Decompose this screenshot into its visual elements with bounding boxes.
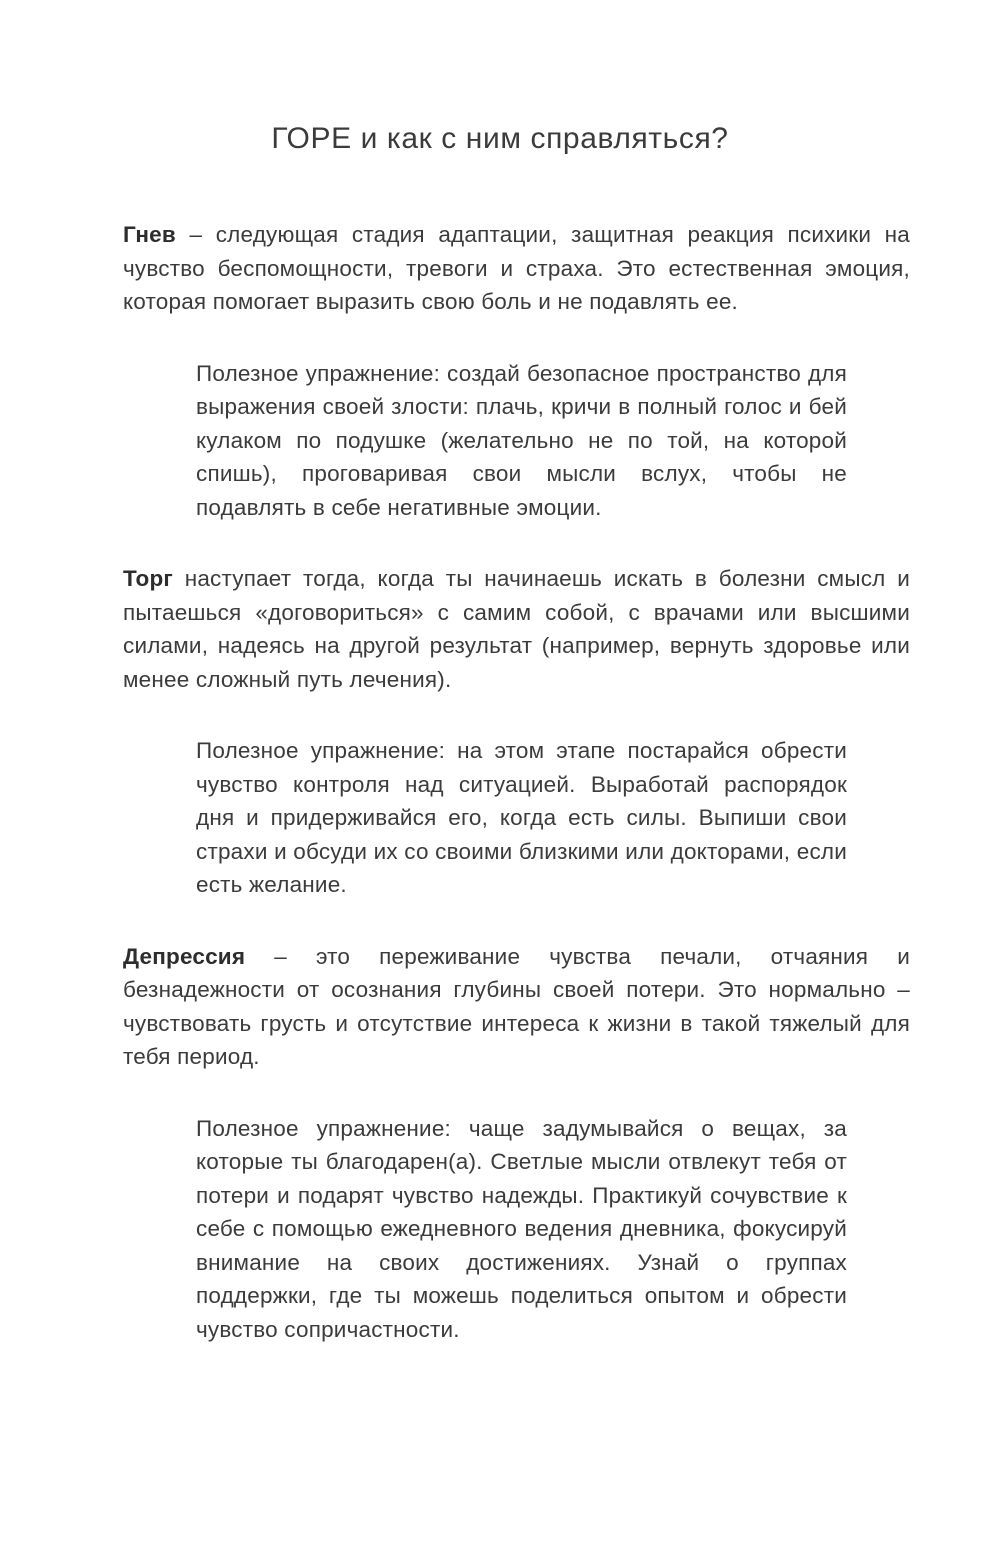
paragraph-bargaining [123,562,910,696]
lead-word-bargaining: Торг [123,566,173,591]
section-depression [123,940,910,1347]
lead-word-depression: Депрессия [123,943,246,969]
page-title: ГОРЕ и как с ним справляться? [271,122,729,155]
exercise-depression: Полезное упражнение: чаще задумывайся о вещах, за которые ты благодарен(а). Светлые мысли отвлекут тебя от потери и подарят чувство надежды. Практикуй сочувствие к себе с помощью ежедневного ведения дневника, фокусируй внимание на своих достижениях. Узнай о группах поддержки, где ты можешь поделиться опытом и обрести чувство сопричастности. [196,1115,847,1342]
section-anger [123,218,910,524]
section-bargaining [123,562,910,902]
paragraph-depression-text: – это переживание чувства печали, отчаяния и безнадежности от осознания глубины своей потери. Это нормально – чувствовать грусть и отсутствие интереса к жизни в такой тяжелый для тебя период. [123,943,910,1069]
page-content [123,218,910,1346]
exercise-bargaining: Полезное упражнение: на этом этапе постарайся обрести чувство контроля над ситуацией. Выработай распорядок дня и придерживайся его, когда есть силы. Выпиши свои страхи и обсуди их со своими близкими или докторами, если есть желание. [196,738,847,897]
exercise-anger: Полезное упражнение: создай безопасное пространство для выражения своей злости: плачь, кричи в полный голос и бей кулаком по подушке (желательно не по той, на которой спишь), проговаривая свои мысли вслух, чтобы не подавлять в себе негативные эмоции. [196,360,847,520]
paragraph-anger [123,218,910,319]
paragraph-depression [123,940,910,1074]
paragraph-anger-text: – следующая стадия адаптации, защитная реакция психики на чувство беспомощности, тревоги и страха. Это естественная эмоция, которая помогает выразить свою боль и не подавлять ее. [123,222,910,314]
paragraph-bargaining-text: наступает тогда, когда ты начинаешь искать в болезни смысл и пытаешься «договориться» с самим собой, с врачами или высшими силами, надеясь на другой результат (например, вернуть здоровье или менее сложный путь лечения). [123,566,910,692]
lead-word-anger: Гнев [123,222,176,247]
